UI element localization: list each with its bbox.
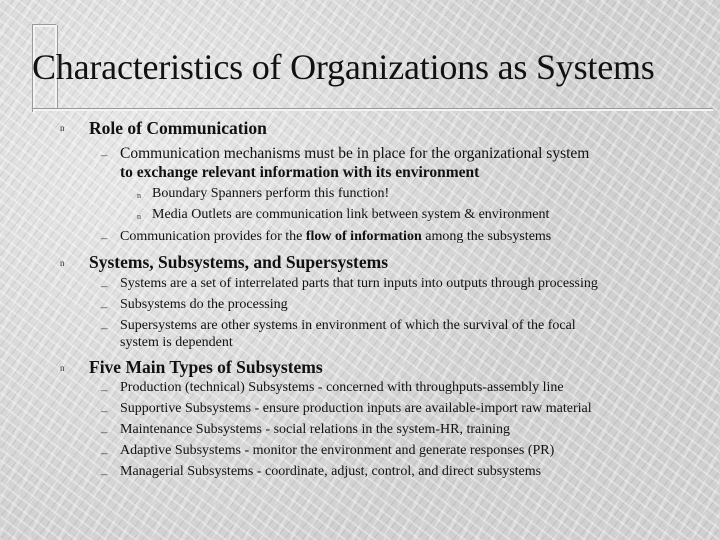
subsystem-type-managerial: Managerial Subsystems - coordinate, adjust, control, and direct subsystems: [120, 464, 542, 479]
bullet-marker: n: [137, 212, 141, 221]
dash-marker: –: [101, 445, 108, 460]
systems-item-3-line-2: system is dependent: [120, 335, 233, 350]
dash-marker: –: [101, 278, 108, 293]
communication-item-1-line-1: Communication mechanisms must be in place for the organizational system: [120, 145, 590, 162]
communication-item-2: Communication provides for the flow of information among the subsystems: [120, 229, 552, 244]
systems-item-3-line-1: Supersystems are other systems in environment of which the survival of the focal: [120, 318, 576, 333]
subsystem-type-adaptive: Adaptive Subsystems - monitor the environment and generate responses (PR): [120, 443, 555, 458]
subsystem-type-maintenance: Maintenance Subsystems - social relations in the system-HR, training: [120, 422, 510, 437]
dash-marker: –: [101, 230, 108, 245]
dash-marker: –: [101, 466, 108, 481]
dash-marker: –: [101, 382, 108, 397]
slide-title: Characteristics of Organizations as Systems: [32, 47, 655, 87]
dash-marker: –: [101, 403, 108, 418]
dash-marker: –: [101, 147, 108, 162]
bullet-marker: n: [60, 258, 65, 268]
subsystem-type-production: Production (technical) Subsystems - concerned with throughputs-assembly line: [120, 380, 564, 395]
dash-marker: –: [101, 424, 108, 439]
systems-item-1: Systems are a set of interrelated parts that turn inputs into outputs through processing: [120, 276, 598, 291]
dash-marker: –: [101, 299, 108, 314]
section-heading-subsystem-types: Five Main Types of Subsystems: [89, 357, 323, 377]
section-heading-systems: Systems, Subsystems, and Supersystems: [89, 252, 389, 272]
section-heading-communication: Role of Communication: [89, 118, 267, 138]
subsystem-type-supportive: Supportive Subsystems - ensure production inputs are available-import raw material: [120, 401, 592, 416]
bullet-marker: n: [137, 191, 141, 200]
bullet-marker: n: [60, 123, 65, 133]
communication-subitem-1: Boundary Spanners perform this function!: [152, 186, 390, 201]
bullet-marker: n: [60, 363, 65, 373]
communication-item-1-line-2: to exchange relevant information with its environment: [120, 164, 480, 181]
communication-subitem-2: Media Outlets are communication link between system & environment: [152, 207, 550, 222]
systems-item-2: Subsystems do the processing: [120, 297, 288, 312]
dash-marker: –: [101, 320, 108, 335]
